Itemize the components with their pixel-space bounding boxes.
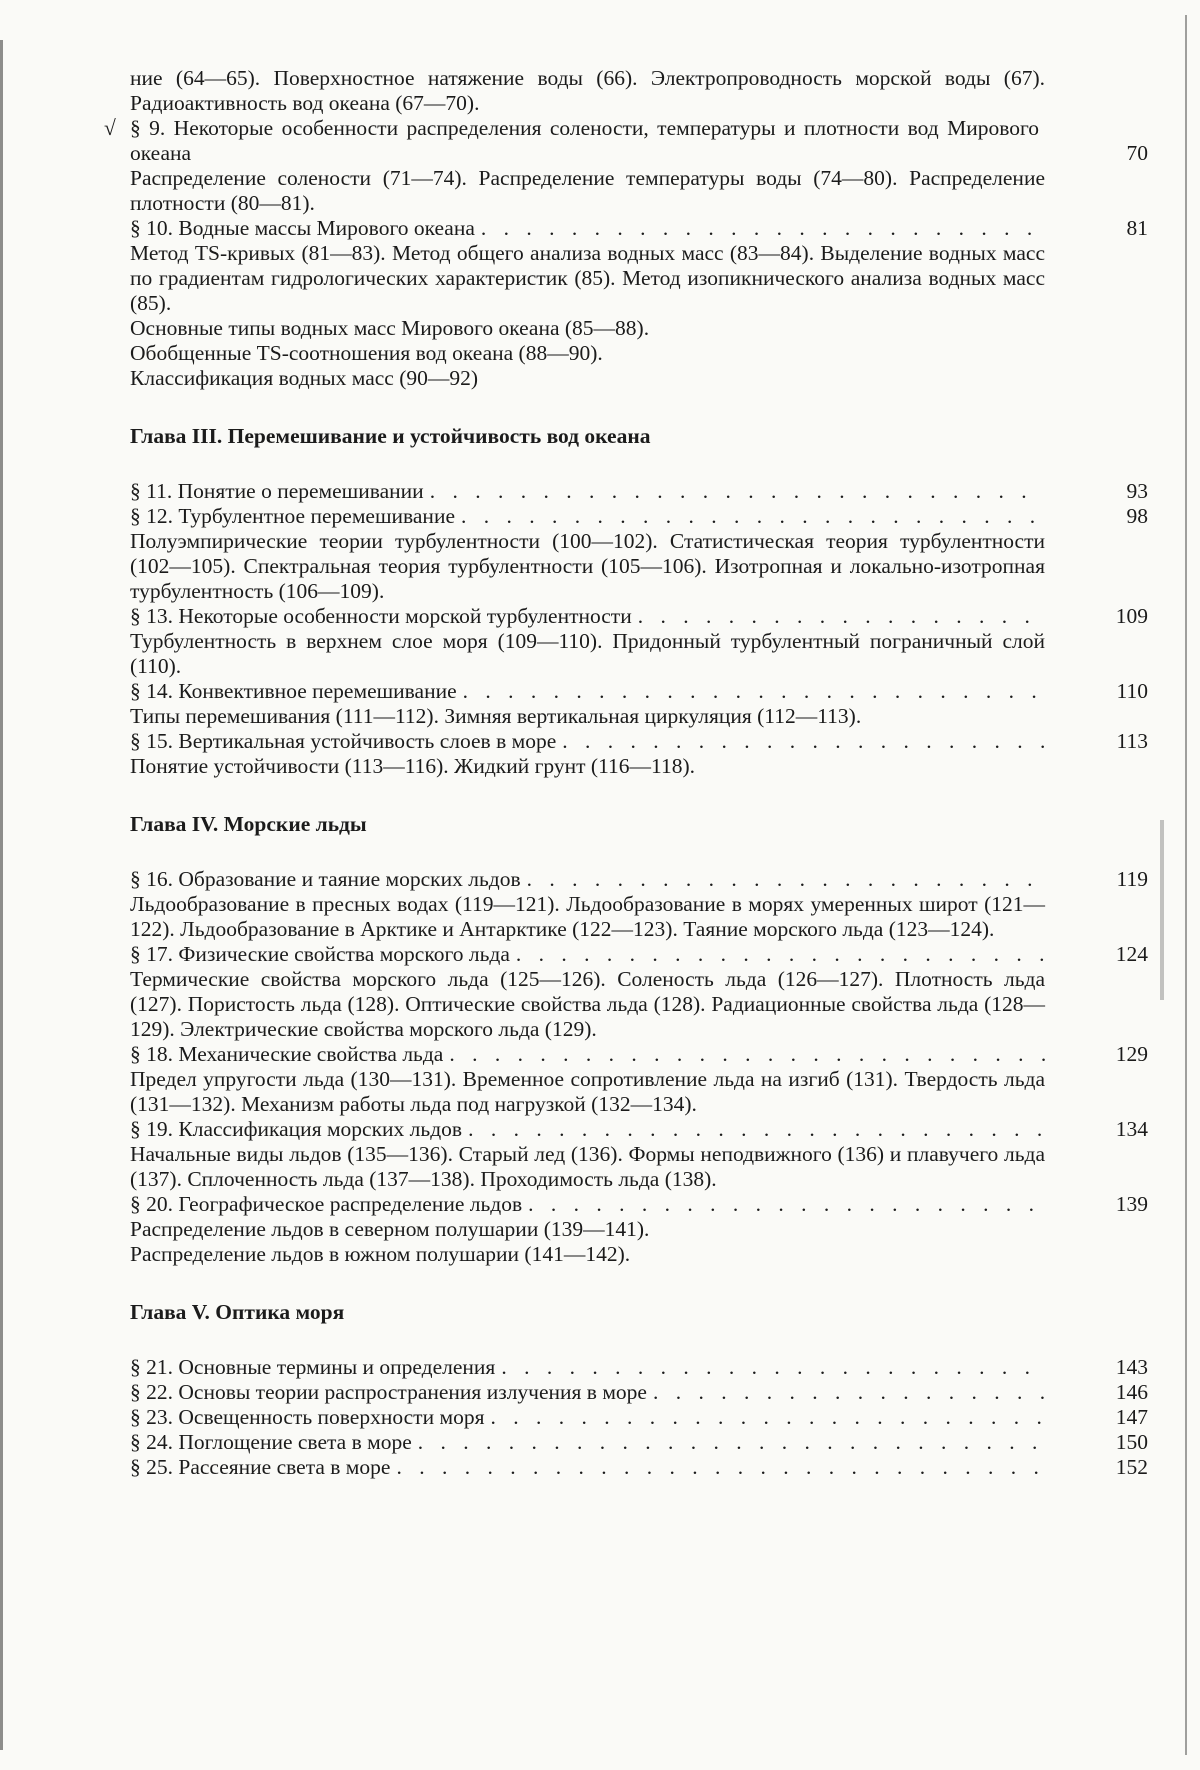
toc-section (130, 216, 1148, 241)
toc-subtopics: Метод TS-кривых (81—83). Метод общего анализа водных масс (83—84). Выделение водных масс по градиентам гидрологических характеристик (85). Метод изопикнического анализа водных масс (85). (130, 241, 1045, 315)
page-number: 110 (1116, 679, 1148, 703)
toc-section (130, 1455, 1148, 1480)
chapter-heading: Глава V. Оптика моря (130, 1300, 345, 1324)
chapter-heading: Глава IV. Морские льды (130, 812, 367, 836)
section-title: § 19. Классификация морских льдов (130, 1117, 463, 1141)
leader-dots (527, 867, 1045, 892)
leader-dots (528, 1192, 1045, 1217)
leader-dots (430, 479, 1045, 504)
toc-section (130, 942, 1148, 967)
leader-dots (449, 1042, 1045, 1067)
toc-section (130, 1355, 1148, 1380)
leader-dots (418, 1430, 1045, 1455)
section-title: § 20. Географическое распределение льдов (130, 1192, 523, 1216)
toc-subtopics: Типы перемешивания (111—112). Зимняя вертикальная циркуляция (112—113). (130, 704, 862, 728)
toc-subtopics: Основные типы водных масс Мирового океана (85—88). (130, 316, 650, 340)
toc-subtopics: Обобщенные TS-соотношения вод океана (88—90). (130, 341, 603, 365)
toc-subtopics: Предел упругости льда (130—131). Временное сопротивление льда на изгиб (131). Твердость льда (131—132). Механизм работы льда под нагрузкой (132—134). (130, 1067, 1045, 1116)
section-title: § 21. Основные термины и определения (130, 1355, 496, 1379)
toc-subtopics: Полуэмпирические теории турбулентности (100—102). Статистическая теория турбулентности (102—105). Спектральная теория турбулентности (105—106). Изотропная и локально-изотропная турбулентность (106—109). (130, 529, 1045, 603)
section-title: § 10. Водные массы Мирового океана (130, 216, 475, 240)
section-title: § 24. Поглощение света в море (130, 1430, 412, 1454)
toc-subtopics: Термические свойства морского льда (125—126). Соленость льда (126—127). Плотность льда (127). Пористость льда (128). Оптические свойства льда (128). Радиационные свойства льда (128—129). Электрические свойства морского льда (129). (130, 967, 1045, 1041)
toc-section (130, 1380, 1148, 1405)
toc-section (130, 679, 1148, 704)
leader-dots (461, 504, 1045, 529)
toc-subtopics: Распределение льдов в южном полушарии (141—142). (130, 1242, 631, 1266)
section-title: § 9. Некоторые особенности распределения солености, температуры и плотности вод Мирового океана (130, 116, 1039, 165)
section-title: § 17. Физические свойства морского льда (130, 942, 510, 966)
chapter-heading: Глава III. Перемешивание и устойчивость вод океана (130, 424, 651, 448)
section-title: § 14. Конвективное перемешивание (130, 679, 457, 703)
toc-subtopics: Распределение льдов в северном полушарии (139—141). (130, 1217, 650, 1241)
handwritten-checkmark: √ (104, 116, 116, 140)
left-scan-edge (0, 40, 13, 1750)
section-title: § 16. Образование и таяние морских льдов (130, 867, 521, 891)
page-number: 119 (1116, 867, 1148, 891)
page-number: 70 (1126, 141, 1148, 165)
toc-section (130, 867, 1148, 892)
toc-section (130, 1405, 1148, 1430)
toc-section (104, 116, 1148, 166)
toc-section (130, 1430, 1148, 1455)
page-number: 109 (1115, 604, 1148, 628)
page-number: 129 (1115, 1042, 1148, 1066)
toc-section (130, 1117, 1148, 1142)
page-number: 93 (1126, 479, 1148, 503)
section-title: § 18. Механические свойства льда (130, 1042, 444, 1066)
toc-subtopics: Льдообразование в пресных водах (119—121). Льдообразование в морях умеренных широт (121—122). Льдообразование в Арктике и Антарктике (122—123). Таяние морского льда (123—124). (130, 892, 1045, 941)
toc-section (130, 729, 1148, 754)
section-title: § 13. Некоторые особенности морской турбулентности (130, 604, 632, 628)
toc-subtopics: Распределение солености (71—74). Распределение температуры воды (74—80). Распределение плотности (80—81). (130, 166, 1045, 215)
toc-subtopics: Турбулентность в верхнем слое моря (109—110). Придонный турбулентный пограничный слой (110). (130, 629, 1045, 678)
page-number: 134 (1115, 1117, 1148, 1141)
toc-subtopics: Классификация водных масс (90—92) (130, 366, 479, 390)
table-of-contents (104, 66, 1148, 1480)
leader-dots (396, 1455, 1045, 1480)
toc-subtopics: Понятие устойчивости (113—116). Жидкий грунт (116—118). (130, 754, 696, 778)
page-number: 150 (1115, 1430, 1148, 1454)
page-number: 146 (1115, 1380, 1148, 1404)
leader-dots (638, 604, 1045, 629)
page-number: 152 (1115, 1455, 1148, 1479)
page-number: 139 (1115, 1192, 1148, 1216)
section-title: § 22. Основы теории распространения излучения в море (130, 1380, 647, 1404)
leader-dots (562, 729, 1045, 754)
page-number: 143 (1115, 1355, 1148, 1379)
section-title: § 15. Вертикальная устойчивость слоев в море (130, 729, 557, 753)
toc-section (130, 1042, 1148, 1067)
page-number: 81 (1126, 216, 1148, 240)
leader-dots (490, 1405, 1045, 1430)
right-scan-smudge (1160, 820, 1164, 1000)
page-number: 147 (1115, 1405, 1148, 1429)
toc-section (130, 504, 1148, 529)
toc-section (130, 479, 1148, 504)
section-title: § 25. Рассеяние света в море (130, 1455, 391, 1479)
leader-dots (481, 216, 1045, 241)
page-number: 113 (1116, 729, 1148, 753)
leader-dots (653, 1380, 1045, 1405)
page-number: 124 (1115, 942, 1148, 966)
toc-continuation: ние (64—65). Поверхностное натяжение воды (66). Электропроводность морской воды (67). Радиоактивность вод океана (67—70). (130, 66, 1045, 115)
right-scan-edge (1185, 15, 1187, 1755)
toc-section (130, 604, 1148, 629)
leader-dots (463, 679, 1045, 704)
leader-dots (516, 942, 1045, 967)
toc-section (130, 1192, 1148, 1217)
section-title: § 23. Освещенность поверхности моря (130, 1405, 485, 1429)
leader-dots (501, 1355, 1045, 1380)
section-title: § 11. Понятие о перемешивании (130, 479, 424, 503)
toc-subtopics: Начальные виды льдов (135—136). Старый лед (136). Формы неподвижного (136) и плавучего льда (137). Сплоченность льда (137—138). Проходимость льда (138). (130, 1142, 1045, 1191)
leader-dots (468, 1117, 1045, 1142)
section-title: § 12. Турбулентное перемешивание (130, 504, 455, 528)
page-number: 98 (1126, 504, 1148, 528)
